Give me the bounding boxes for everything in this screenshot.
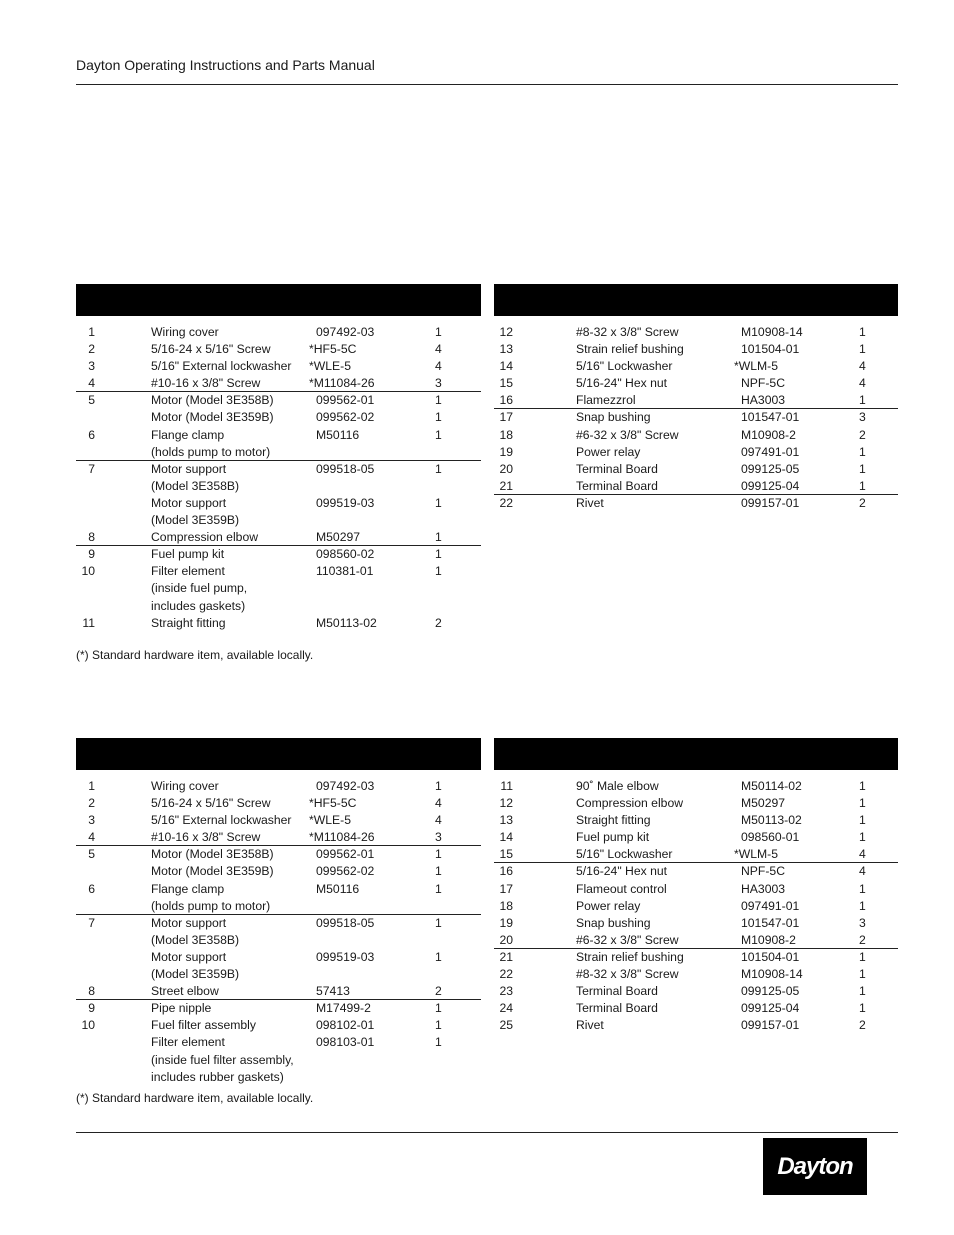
cell-quantity: 3 bbox=[859, 915, 866, 930]
cell-quantity: 1 bbox=[435, 915, 442, 930]
table-row bbox=[76, 444, 481, 461]
cell-quantity: 1 bbox=[859, 967, 866, 982]
cell-description: Snap bushing bbox=[576, 410, 651, 425]
table-row bbox=[76, 1034, 481, 1051]
cell-description: 5/16" External lockwasher bbox=[151, 813, 292, 828]
cell-part-number: 097491-01 bbox=[741, 444, 800, 459]
cell-ref-number: 1 bbox=[88, 325, 95, 339]
cell-quantity: 2 bbox=[859, 427, 866, 442]
cell-quantity: 1 bbox=[859, 393, 866, 408]
table-rows bbox=[76, 778, 481, 1086]
cell-description: Flameout control bbox=[576, 881, 667, 896]
table-row bbox=[76, 358, 481, 375]
cell-quantity: 1 bbox=[859, 325, 866, 339]
cell-ref-number: 11 bbox=[500, 779, 513, 793]
cell-ref-number: 6 bbox=[88, 881, 95, 896]
cell-part-number: 099125-05 bbox=[741, 984, 800, 999]
table-rows bbox=[494, 778, 898, 1034]
table-row bbox=[76, 324, 481, 341]
cell-ref-number: 12 bbox=[499, 325, 513, 339]
cell-part-number: M50297 bbox=[741, 796, 786, 811]
cell-ref-number: 8 bbox=[88, 984, 95, 999]
cell-quantity: 2 bbox=[435, 615, 442, 630]
cell-description: (Model 3E358B) bbox=[151, 478, 240, 493]
table-row bbox=[76, 461, 481, 478]
cell-description: #8-32 x 3/8" Screw bbox=[576, 967, 679, 982]
cell-description: Motor support bbox=[151, 949, 227, 964]
cell-part-number: M50114-02 bbox=[741, 779, 802, 793]
cell-description: (holds pump to motor) bbox=[151, 444, 271, 459]
table-row bbox=[494, 778, 898, 795]
cell-description: Motor support bbox=[151, 495, 227, 510]
table-row bbox=[494, 1017, 898, 1034]
table-row bbox=[494, 444, 898, 461]
table-row bbox=[76, 1069, 481, 1086]
cell-part-number: M50297 bbox=[316, 530, 361, 545]
cell-quantity: 1 bbox=[859, 881, 866, 896]
cell-quantity: 1 bbox=[435, 881, 442, 896]
cell-ref-number: 19 bbox=[499, 915, 513, 930]
cell-description: Terminal Board bbox=[576, 478, 658, 493]
cell-ref-number: 12 bbox=[499, 796, 513, 811]
cell-part-number: *WLE-5 bbox=[309, 359, 351, 374]
cell-description: Fuel filter assembly bbox=[151, 1018, 256, 1033]
cell-part-number: 57413 bbox=[316, 984, 350, 999]
cell-part-number: M10908-14 bbox=[741, 325, 803, 339]
cell-ref-number: 4 bbox=[88, 830, 95, 845]
cell-ref-number: 7 bbox=[88, 915, 95, 930]
cell-quantity: 1 bbox=[859, 1001, 866, 1016]
cell-quantity: 4 bbox=[435, 796, 442, 811]
cell-quantity: 4 bbox=[435, 342, 442, 357]
cell-ref-number: 9 bbox=[88, 1001, 95, 1016]
table-row bbox=[494, 949, 898, 966]
cell-description: Flamezzrol bbox=[576, 393, 636, 408]
cell-ref-number: 13 bbox=[499, 813, 513, 828]
cell-part-number: NPF-5C bbox=[741, 376, 786, 391]
cell-description: Terminal Board bbox=[576, 1001, 658, 1016]
cell-quantity: 4 bbox=[435, 359, 442, 374]
cell-quantity: 1 bbox=[859, 813, 866, 828]
cell-description: Strain relief bushing bbox=[576, 949, 684, 964]
table-row bbox=[494, 495, 898, 512]
cell-description: Power relay bbox=[576, 898, 641, 913]
cell-description: Rivet bbox=[576, 1018, 604, 1033]
table-row bbox=[494, 478, 898, 495]
table-row bbox=[76, 881, 481, 898]
cell-description: Terminal Board bbox=[576, 461, 658, 476]
table-row bbox=[76, 546, 481, 563]
cell-ref-number: 21 bbox=[499, 478, 513, 493]
table-row bbox=[494, 409, 898, 426]
parts-table-top-right bbox=[494, 284, 898, 512]
cell-description: Motor (Model 3E358B) bbox=[151, 847, 274, 862]
cell-description: includes gaskets) bbox=[151, 598, 246, 613]
cell-part-number: 099519-03 bbox=[316, 495, 375, 510]
cell-ref-number: 5 bbox=[88, 393, 95, 408]
table-header-bar bbox=[494, 738, 898, 770]
cell-quantity: 4 bbox=[859, 376, 866, 391]
cell-description: #10-16 x 3/8" Screw bbox=[151, 830, 261, 845]
dayton-logo bbox=[763, 1138, 867, 1195]
table-rows bbox=[76, 324, 481, 632]
table-row bbox=[76, 529, 481, 546]
cell-description: Power relay bbox=[576, 444, 641, 459]
table-row bbox=[76, 427, 481, 444]
cell-quantity: 4 bbox=[859, 359, 866, 374]
cell-description: Motor (Model 3E359B) bbox=[151, 864, 274, 879]
cell-part-number: 098560-01 bbox=[741, 830, 800, 845]
cell-description: Straight fitting bbox=[576, 813, 651, 828]
cell-ref-number: 8 bbox=[88, 530, 95, 545]
cell-quantity: 1 bbox=[859, 830, 866, 845]
table-row bbox=[76, 966, 481, 983]
cell-part-number: 099562-02 bbox=[316, 410, 375, 425]
table-row bbox=[76, 1017, 481, 1034]
cell-part-number: M50113-02 bbox=[316, 615, 377, 630]
cell-ref-number: 10 bbox=[81, 564, 95, 579]
cell-quantity: 4 bbox=[859, 847, 866, 862]
cell-quantity: 1 bbox=[435, 461, 442, 476]
table-row bbox=[76, 846, 481, 863]
cell-description: (inside fuel filter assembly, bbox=[151, 1052, 294, 1067]
cell-part-number: 101547-01 bbox=[741, 915, 800, 930]
cell-quantity: 1 bbox=[859, 779, 866, 793]
cell-quantity: 1 bbox=[435, 393, 442, 408]
cell-ref-number: 19 bbox=[499, 444, 513, 459]
cell-ref-number: 1 bbox=[88, 779, 95, 793]
table-row bbox=[494, 324, 898, 341]
cell-ref-number: 2 bbox=[88, 796, 95, 811]
cell-description: #6-32 x 3/8" Screw bbox=[576, 932, 679, 947]
cell-quantity: 1 bbox=[435, 530, 442, 545]
table-row bbox=[76, 1052, 481, 1069]
cell-description: Filter element bbox=[151, 564, 225, 579]
table-row bbox=[494, 375, 898, 392]
cell-part-number: 099125-04 bbox=[741, 478, 800, 493]
table-row bbox=[494, 392, 898, 409]
cell-part-number: 098560-02 bbox=[316, 547, 375, 562]
cell-part-number: M50113-02 bbox=[741, 813, 802, 828]
cell-ref-number: 15 bbox=[499, 376, 513, 391]
cell-description: Strain relief bushing bbox=[576, 342, 684, 357]
cell-description: 5/16-24 x 5/16" Screw bbox=[151, 342, 271, 357]
cell-description: Filter element bbox=[151, 1035, 225, 1050]
cell-description: 5/16-24" Hex nut bbox=[576, 864, 668, 879]
cell-description: Motor support bbox=[151, 461, 227, 476]
table-row bbox=[76, 375, 481, 392]
cell-ref-number: 24 bbox=[499, 1001, 513, 1016]
cell-part-number: 099562-01 bbox=[316, 847, 375, 862]
table-row bbox=[494, 966, 898, 983]
cell-part-number: 101547-01 bbox=[741, 410, 800, 425]
cell-quantity: 3 bbox=[435, 830, 442, 845]
cell-part-number: M10908-2 bbox=[741, 932, 796, 947]
table-row bbox=[76, 1000, 481, 1017]
cell-ref-number: 14 bbox=[499, 359, 513, 374]
cell-quantity: 1 bbox=[859, 898, 866, 913]
cell-part-number: M50116 bbox=[316, 881, 360, 896]
table-row bbox=[76, 580, 481, 597]
cell-part-number: 101504-01 bbox=[741, 342, 800, 357]
cell-part-number: 099519-03 bbox=[316, 949, 375, 964]
footer-rule bbox=[76, 1132, 898, 1133]
cell-ref-number: 25 bbox=[499, 1018, 513, 1033]
cell-ref-number: 22 bbox=[499, 967, 513, 982]
cell-quantity: 1 bbox=[859, 461, 866, 476]
cell-part-number: 099125-05 bbox=[741, 461, 800, 476]
cell-ref-number: 16 bbox=[499, 864, 513, 879]
table-row bbox=[76, 478, 481, 495]
cell-description: Wiring cover bbox=[151, 325, 219, 339]
cell-description: 5/16" Lockwasher bbox=[576, 847, 673, 862]
cell-part-number: *M11084-26 bbox=[309, 830, 375, 845]
cell-part-number: HA3003 bbox=[741, 881, 786, 896]
cell-quantity: 1 bbox=[435, 547, 442, 562]
cell-part-number: 099518-05 bbox=[316, 915, 375, 930]
cell-quantity: 1 bbox=[859, 478, 866, 493]
cell-ref-number: 16 bbox=[499, 393, 513, 408]
cell-part-number: 099125-04 bbox=[741, 1001, 800, 1016]
cell-part-number: 099562-02 bbox=[316, 864, 375, 879]
cell-ref-number: 10 bbox=[81, 1018, 95, 1033]
table-row bbox=[76, 615, 481, 632]
parts-table-bottom-right bbox=[494, 738, 898, 1034]
cell-quantity: 1 bbox=[435, 325, 442, 339]
cell-description: 5/16-24" Hex nut bbox=[576, 376, 668, 391]
table-row bbox=[494, 898, 898, 915]
table-row bbox=[494, 812, 898, 829]
cell-part-number: 110381-01 bbox=[316, 564, 374, 579]
cell-description: Motor (Model 3E358B) bbox=[151, 393, 274, 408]
cell-description: Wiring cover bbox=[151, 779, 219, 793]
cell-description: Flange clamp bbox=[151, 427, 225, 442]
cell-description: Fuel pump kit bbox=[151, 547, 225, 562]
cell-ref-number: 23 bbox=[499, 984, 513, 999]
cell-ref-number: 21 bbox=[499, 949, 513, 964]
cell-quantity: 1 bbox=[859, 444, 866, 459]
cell-part-number: 099518-05 bbox=[316, 461, 375, 476]
cell-quantity: 2 bbox=[859, 1018, 866, 1033]
table-row bbox=[76, 341, 481, 358]
cell-quantity: 1 bbox=[859, 796, 866, 811]
cell-ref-number: 20 bbox=[499, 461, 513, 476]
table-row bbox=[76, 863, 481, 880]
cell-description: Street elbow bbox=[151, 984, 219, 999]
table-row bbox=[76, 409, 481, 426]
dayton-logo-mark bbox=[765, 1147, 865, 1187]
table-row bbox=[76, 812, 481, 829]
cell-description: Rivet bbox=[576, 495, 604, 510]
cell-quantity: 4 bbox=[859, 864, 866, 879]
cell-part-number: M50116 bbox=[316, 427, 360, 442]
cell-part-number: 098103-01 bbox=[316, 1035, 375, 1050]
table-row bbox=[76, 392, 481, 409]
table-row bbox=[494, 983, 898, 1000]
cell-quantity: 2 bbox=[859, 932, 866, 947]
cell-ref-number: 2 bbox=[88, 342, 95, 357]
cell-description: (Model 3E358B) bbox=[151, 932, 240, 947]
cell-quantity: 1 bbox=[859, 342, 866, 357]
table-row bbox=[494, 829, 898, 846]
cell-quantity: 1 bbox=[859, 984, 866, 999]
logo-text: Dayton bbox=[777, 1152, 853, 1180]
cell-quantity: 1 bbox=[435, 410, 442, 425]
cell-description: Straight fitting bbox=[151, 615, 226, 630]
cell-quantity: 1 bbox=[435, 779, 442, 793]
table-row bbox=[494, 1000, 898, 1017]
cell-ref-number: 9 bbox=[88, 547, 95, 562]
table-row bbox=[76, 495, 481, 512]
cell-ref-number: 20 bbox=[499, 932, 513, 947]
cell-description: Pipe nipple bbox=[151, 1001, 212, 1016]
cell-description: Motor support bbox=[151, 915, 227, 930]
table-header-bar bbox=[76, 738, 481, 770]
footnote-bottom: (*) Standard hardware item, available locally. bbox=[76, 1091, 314, 1105]
cell-part-number: 097492-03 bbox=[316, 325, 375, 339]
table-row bbox=[76, 563, 481, 580]
cell-quantity: 1 bbox=[435, 864, 442, 879]
cell-quantity: 1 bbox=[435, 1035, 442, 1050]
cell-description: Flange clamp bbox=[151, 881, 225, 896]
cell-description: (Model 3E359B) bbox=[151, 513, 240, 528]
table-row bbox=[494, 358, 898, 375]
cell-description: 5/16-24 x 5/16" Screw bbox=[151, 796, 271, 811]
cell-part-number: 098102-01 bbox=[316, 1018, 375, 1033]
cell-quantity: 1 bbox=[859, 949, 866, 964]
cell-part-number: 097491-01 bbox=[741, 898, 800, 913]
table-row bbox=[494, 915, 898, 932]
cell-description: 5/16" Lockwasher bbox=[576, 359, 673, 374]
cell-part-number: M17499-2 bbox=[316, 1001, 371, 1016]
cell-part-number: 099157-01 bbox=[741, 495, 800, 510]
cell-quantity: 4 bbox=[435, 813, 442, 828]
table-row bbox=[76, 795, 481, 812]
cell-description: 5/16" External lockwasher bbox=[151, 359, 292, 374]
cell-description: Compression elbow bbox=[151, 530, 259, 545]
cell-part-number: *HF5-5C bbox=[309, 796, 357, 811]
cell-description: Compression elbow bbox=[576, 796, 684, 811]
cell-part-number: 097492-03 bbox=[316, 779, 375, 793]
cell-part-number: HA3003 bbox=[741, 393, 786, 408]
table-row bbox=[494, 795, 898, 812]
cell-description: (Model 3E359B) bbox=[151, 967, 240, 982]
parts-table-bottom-left bbox=[76, 738, 481, 1086]
table-row bbox=[494, 932, 898, 949]
table-row bbox=[494, 881, 898, 898]
cell-ref-number: 6 bbox=[88, 427, 95, 442]
cell-part-number: *M11084-26 bbox=[309, 376, 375, 391]
cell-part-number: *WLM-5 bbox=[734, 359, 779, 374]
cell-description: Terminal Board bbox=[576, 984, 658, 999]
table-row bbox=[494, 427, 898, 444]
table-row bbox=[76, 778, 481, 795]
table-row bbox=[76, 829, 481, 846]
cell-description: #6-32 x 3/8" Screw bbox=[576, 427, 679, 442]
cell-description: includes rubber gaskets) bbox=[151, 1069, 284, 1084]
cell-ref-number: 18 bbox=[499, 898, 513, 913]
cell-ref-number: 17 bbox=[499, 410, 513, 425]
cell-ref-number: 13 bbox=[499, 342, 513, 357]
page-header-title: Dayton Operating Instructions and Parts Manual bbox=[76, 57, 375, 73]
cell-ref-number: 3 bbox=[88, 359, 95, 374]
header-rule bbox=[76, 84, 898, 85]
cell-part-number: *HF5-5C bbox=[309, 342, 357, 357]
cell-ref-number: 18 bbox=[499, 427, 513, 442]
table-row bbox=[494, 846, 898, 863]
cell-quantity: 1 bbox=[435, 847, 442, 862]
cell-part-number: *WLE-5 bbox=[309, 813, 351, 828]
cell-description: Snap bushing bbox=[576, 915, 651, 930]
cell-quantity: 1 bbox=[435, 1018, 442, 1033]
table-row bbox=[76, 932, 481, 949]
cell-description: Fuel pump kit bbox=[576, 830, 650, 845]
cell-part-number: M10908-14 bbox=[741, 967, 803, 982]
cell-ref-number: 11 bbox=[82, 615, 95, 630]
cell-quantity: 1 bbox=[435, 564, 442, 579]
cell-ref-number: 4 bbox=[88, 376, 95, 391]
table-row bbox=[494, 341, 898, 358]
table-header-bar bbox=[494, 284, 898, 316]
cell-description: (inside fuel pump, bbox=[151, 581, 248, 596]
parts-table-top-left bbox=[76, 284, 481, 632]
cell-ref-number: 17 bbox=[499, 881, 513, 896]
cell-description: #8-32 x 3/8" Screw bbox=[576, 325, 679, 339]
table-row bbox=[494, 863, 898, 880]
cell-quantity: 1 bbox=[435, 427, 442, 442]
cell-part-number: 101504-01 bbox=[741, 949, 800, 964]
cell-part-number: M10908-2 bbox=[741, 427, 796, 442]
cell-description: Motor (Model 3E359B) bbox=[151, 410, 274, 425]
table-row bbox=[494, 461, 898, 478]
cell-part-number: 099562-01 bbox=[316, 393, 375, 408]
cell-part-number: *WLM-5 bbox=[734, 847, 779, 862]
cell-quantity: 2 bbox=[859, 495, 866, 510]
cell-quantity: 1 bbox=[435, 1001, 442, 1016]
table-row bbox=[76, 598, 481, 615]
table-row bbox=[76, 949, 481, 966]
table-header-bar bbox=[76, 284, 481, 316]
cell-description: (holds pump to motor) bbox=[151, 898, 271, 913]
cell-quantity: 1 bbox=[435, 949, 442, 964]
cell-description: 90˚ Male elbow bbox=[576, 779, 659, 793]
table-row bbox=[76, 915, 481, 932]
cell-quantity: 2 bbox=[435, 984, 442, 999]
cell-ref-number: 5 bbox=[88, 847, 95, 862]
cell-description: #10-16 x 3/8" Screw bbox=[151, 376, 261, 391]
cell-ref-number: 3 bbox=[88, 813, 95, 828]
table-row bbox=[76, 898, 481, 915]
cell-quantity: 3 bbox=[859, 410, 866, 425]
cell-quantity: 1 bbox=[435, 495, 442, 510]
table-row bbox=[76, 983, 481, 1000]
cell-ref-number: 7 bbox=[88, 461, 95, 476]
cell-quantity: 3 bbox=[435, 376, 442, 391]
cell-part-number: NPF-5C bbox=[741, 864, 786, 879]
table-row bbox=[76, 512, 481, 529]
cell-ref-number: 22 bbox=[499, 495, 513, 510]
cell-ref-number: 15 bbox=[499, 847, 513, 862]
cell-part-number: 099157-01 bbox=[741, 1018, 800, 1033]
footnote-top: (*) Standard hardware item, available locally. bbox=[76, 648, 314, 662]
cell-ref-number: 14 bbox=[499, 830, 513, 845]
table-rows bbox=[494, 324, 898, 512]
